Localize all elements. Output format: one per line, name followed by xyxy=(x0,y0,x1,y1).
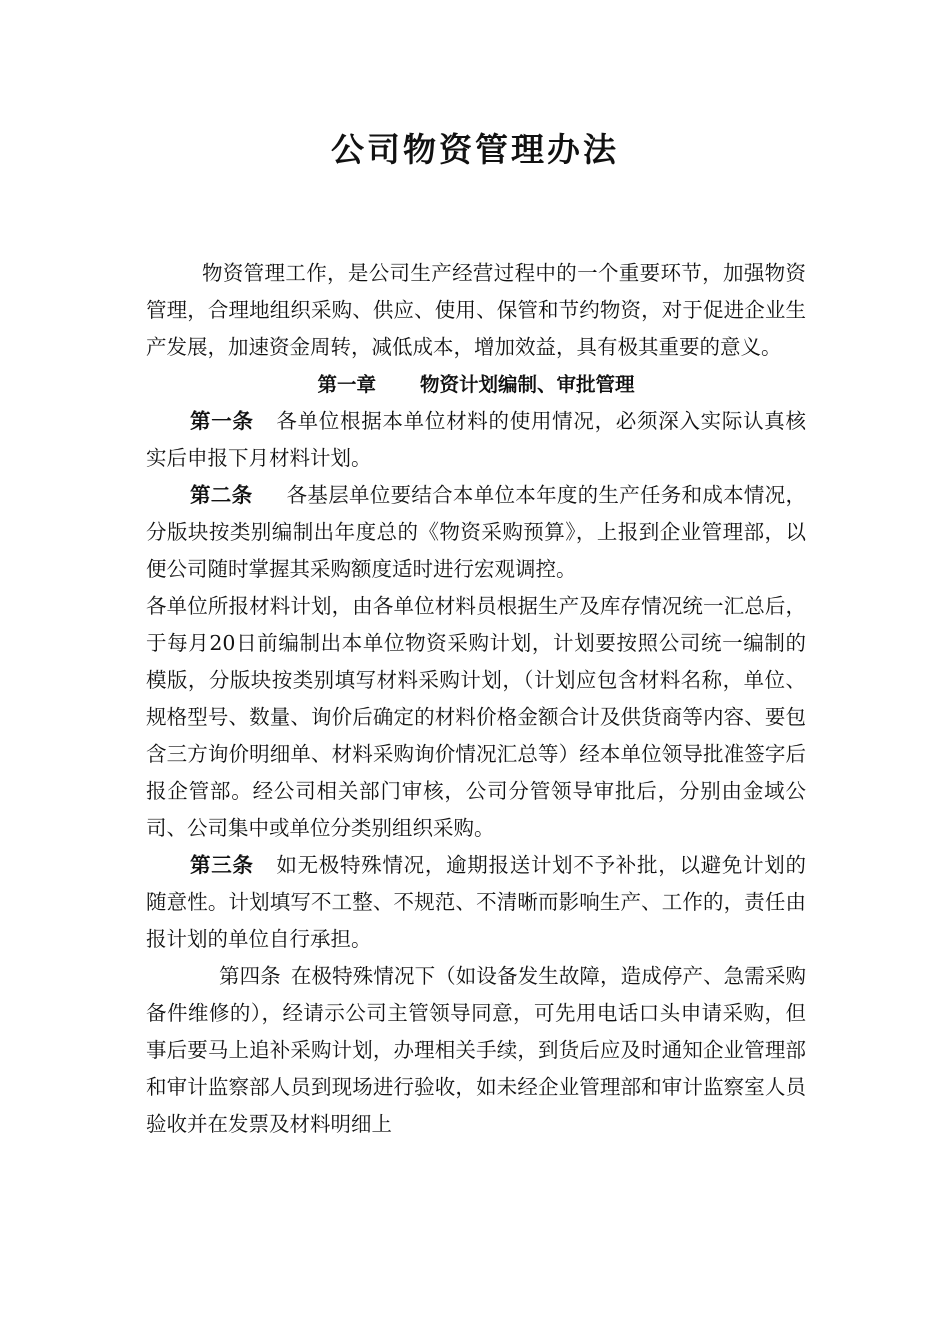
document-body xyxy=(146,255,806,1143)
article-2 xyxy=(146,477,806,588)
article-4-text: 在极特殊情况下（如设备发生故障，造成停产、急需采购备件维修的），经请示公司主管领导同意，可先用电话口头申请采购，但事后要马上追补采购计划，办理相关手续，到货后应及时通知企业管理部和审计监察部人员到现场进行验收，如未经企业管理部和审计监察室人员验收并在发票及材料明细上 xyxy=(146,964,807,1136)
article-3-text: 如无极特殊情况，逾期报送计划不予补批，以避免计划的随意性。计划填写不工整、不规范、不清晰而影响生产、工作的，责任由报计划的单位自行承担。 xyxy=(146,853,807,951)
article-4 xyxy=(146,958,806,1143)
article-1-label: 第一条 xyxy=(190,409,254,433)
article-1-text: 各单位根据本单位材料的使用情况，必须深入实际认真核实后申报下月材料计划。 xyxy=(146,409,807,470)
intro-paragraph: 物资管理工作，是公司生产经营过程中的一个重要环节，加强物资管理，合理地组织采购、供应、使用、保管和节约物资，对于促进企业生产发展，加速资金周转，减低成本，增加效益，具有极其重要的意义。 xyxy=(146,261,806,359)
article-2-continuation: 各单位所报材料计划，由各单位材料员根据生产及库存情况统一汇总后，于每月20日前编制出本单位物资采购计划，计划要按照公司统一编制的模版，分版块按类别填写材料采购计划，（计划应包含材料名称，单位、规格型号、数量、询价后确定的材料价格金额合计及供货商等内容、要包含三方询价明细单、材料采购询价情况汇总等）经本单位领导批准签字后报企管部。经公司相关部门审核，公司分管领导审批后，分别由金域公司、公司集中或单位分类别组织采购。 xyxy=(146,594,806,840)
article-3-label: 第三条 xyxy=(190,853,254,877)
article-1 xyxy=(146,403,806,477)
chapter-title: 物资计划编制、审批管理 xyxy=(420,373,635,396)
article-2-label: 第二条 xyxy=(190,483,253,507)
article-3 xyxy=(146,847,806,958)
chapter-heading xyxy=(146,366,806,403)
chapter-number: 第一章 xyxy=(317,373,376,396)
document-title: 公司物资管理办法 xyxy=(331,130,619,169)
article-2-text: 各基层单位要结合本单位本年度的生产任务和成本情况，分版块按类别编制出年度总的《物资采购预算》，上报到企业管理部，以便公司随时掌握其采购额度适时进行宏观调控。 xyxy=(146,483,807,581)
article-4-label: 第四条 xyxy=(219,964,281,988)
